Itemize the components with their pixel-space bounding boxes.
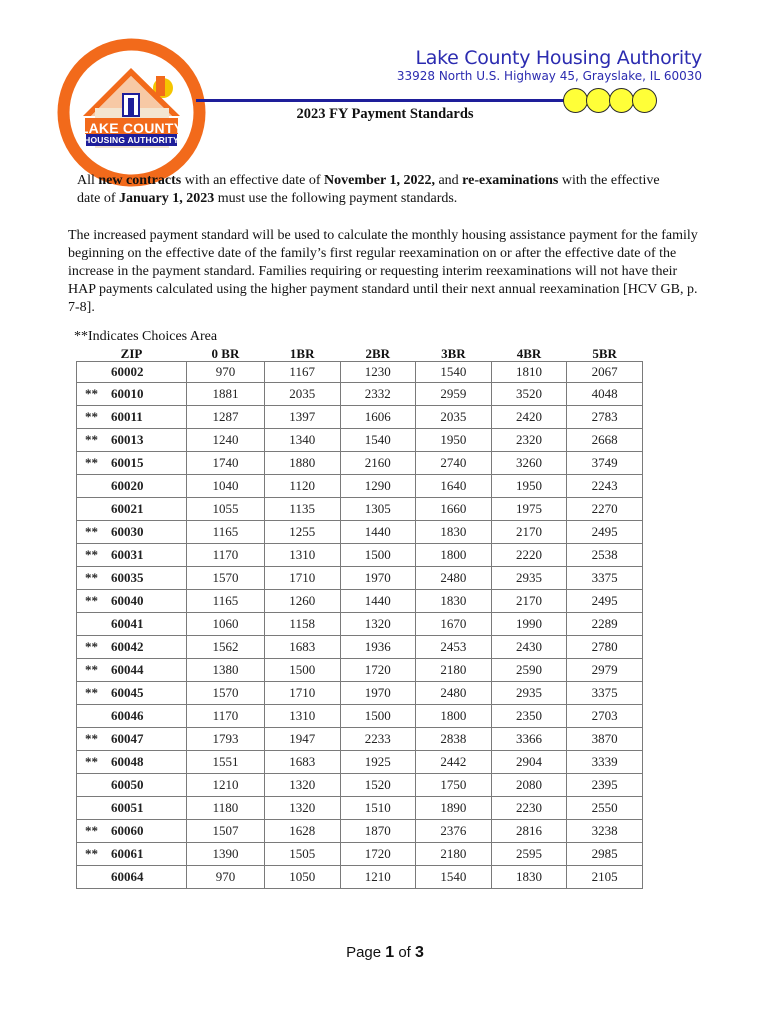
payment-cell: 1793	[187, 728, 265, 751]
zip-code: 60041	[111, 616, 144, 631]
payment-cell: 2233	[340, 728, 416, 751]
payment-cell: 2170	[491, 521, 567, 544]
table-row	[77, 751, 643, 774]
payment-cell: 2703	[567, 705, 643, 728]
payment-cell: 1540	[340, 429, 416, 452]
table-row	[77, 406, 643, 429]
zip-code: 60061	[111, 846, 144, 861]
intro-p1-part: with an effective date of	[181, 173, 324, 188]
header-rule	[196, 99, 576, 102]
header-zip: ZIP	[120, 346, 143, 361]
zip-code: 60064	[111, 869, 144, 884]
payment-cell: 1290	[340, 475, 416, 498]
page-of: of	[394, 944, 416, 961]
payment-cell: 2740	[416, 452, 492, 475]
payment-cell: 3238	[567, 820, 643, 843]
payment-cell: 1975	[491, 498, 567, 521]
payment-cell: 1740	[187, 452, 265, 475]
zip-cell	[77, 452, 187, 475]
payment-cell: 2430	[491, 636, 567, 659]
payment-cell: 2243	[567, 475, 643, 498]
current-page: 1	[385, 944, 395, 961]
payment-cell: 2838	[416, 728, 492, 751]
payment-cell: 2105	[567, 866, 643, 889]
zip-cell	[77, 383, 187, 406]
zip-code: 60047	[111, 731, 144, 746]
payment-cell: 4048	[567, 383, 643, 406]
payment-cell: 1710	[264, 682, 340, 705]
payment-cell: 1305	[340, 498, 416, 521]
zip-cell	[77, 429, 187, 452]
header-4br: 4BR	[516, 346, 542, 361]
zip-code: 60015	[111, 455, 144, 470]
choices-area-marker: **	[85, 570, 98, 585]
zip-code: 60013	[111, 432, 144, 447]
zip-cell	[77, 774, 187, 797]
zip-cell	[77, 797, 187, 820]
zip-cell	[77, 567, 187, 590]
zip-code: 60044	[111, 662, 144, 677]
zip-cell	[77, 362, 187, 383]
table-row	[77, 429, 643, 452]
payment-cell: 3520	[491, 383, 567, 406]
table-row	[77, 728, 643, 751]
zip-code: 60045	[111, 685, 144, 700]
payment-cell: 2442	[416, 751, 492, 774]
payment-cell: 1507	[187, 820, 265, 843]
payment-cell: 2180	[416, 659, 492, 682]
choices-area-marker: **	[85, 823, 98, 838]
payment-cell: 2420	[491, 406, 567, 429]
payment-cell: 2332	[340, 383, 416, 406]
payment-cell: 1936	[340, 636, 416, 659]
table-row	[77, 636, 643, 659]
zip-code: 60020	[111, 478, 144, 493]
zip-code: 60046	[111, 708, 144, 723]
payment-cell: 1500	[340, 705, 416, 728]
table-header-row	[77, 347, 643, 362]
payment-cell: 3375	[567, 567, 643, 590]
payment-cell: 2170	[491, 590, 567, 613]
payment-cell: 2595	[491, 843, 567, 866]
zip-cell	[77, 636, 187, 659]
payment-cell: 1628	[264, 820, 340, 843]
payment-cell: 2550	[567, 797, 643, 820]
payment-cell: 1720	[340, 843, 416, 866]
payment-cell: 2320	[491, 429, 567, 452]
payment-cell: 1255	[264, 521, 340, 544]
header-3br: 3BR	[441, 346, 466, 361]
payment-cell: 2959	[416, 383, 492, 406]
intro-p1-part: with the effective date of	[77, 173, 660, 206]
zip-code: 60048	[111, 754, 144, 769]
payment-cell: 2904	[491, 751, 567, 774]
payment-cell: 1830	[416, 521, 492, 544]
intro-paragraph-2: The increased payment standard will be used to calculate the monthly housing assistance payment for the family beginning on the effective date of the family’s first regular reexamination on or after the effective date of the increase in the payment standard. Families requiring or requesting interim reexaminations will not have their HAP payments calculated using the higher payment standard until their next annual reexamination [HCV GB, p. 7-8].	[68, 228, 698, 315]
payment-cell: 2395	[567, 774, 643, 797]
payment-cell: 1320	[264, 797, 340, 820]
payment-cell: 970	[187, 866, 265, 889]
payment-cell: 3375	[567, 682, 643, 705]
payment-cell: 2495	[567, 521, 643, 544]
payment-cell: 1640	[416, 475, 492, 498]
payment-cell: 1120	[264, 475, 340, 498]
payment-cell: 3260	[491, 452, 567, 475]
payment-cell: 2220	[491, 544, 567, 567]
payment-cell: 1240	[187, 429, 265, 452]
table-row	[77, 659, 643, 682]
payment-cell: 3339	[567, 751, 643, 774]
intro-paragraph-1	[77, 172, 677, 208]
zip-cell	[77, 820, 187, 843]
intro-p1-part: must use the following payment standards.	[214, 191, 458, 206]
payment-standards-table	[76, 347, 643, 889]
payment-cell: 1210	[187, 774, 265, 797]
table-row	[77, 820, 643, 843]
payment-cell: 1551	[187, 751, 265, 774]
intro-p1-part: All	[77, 173, 99, 188]
choices-area-marker: **	[85, 386, 98, 401]
payment-cell: 1170	[187, 544, 265, 567]
zip-cell	[77, 751, 187, 774]
table-row	[77, 843, 643, 866]
organization-name: Lake County Housing Authority	[415, 47, 702, 69]
payment-cell: 1950	[491, 475, 567, 498]
payment-cell: 1890	[416, 797, 492, 820]
payment-cell: 1720	[340, 659, 416, 682]
choices-area-marker: **	[85, 685, 98, 700]
payment-cell: 1683	[264, 636, 340, 659]
table-row	[77, 682, 643, 705]
payment-cell: 1210	[340, 866, 416, 889]
payment-cell: 1135	[264, 498, 340, 521]
payment-cell: 1540	[416, 866, 492, 889]
payment-cell: 1750	[416, 774, 492, 797]
payment-cell: 2590	[491, 659, 567, 682]
zip-code: 60051	[111, 800, 144, 815]
payment-cell: 1870	[340, 820, 416, 843]
payment-cell: 2495	[567, 590, 643, 613]
payment-cell: 1167	[264, 362, 340, 383]
payment-cell: 2035	[416, 406, 492, 429]
zip-cell	[77, 475, 187, 498]
payment-cell: 2979	[567, 659, 643, 682]
payment-cell: 1830	[416, 590, 492, 613]
zip-cell	[77, 498, 187, 521]
payment-cell: 2816	[491, 820, 567, 843]
header-0br: 0 BR	[211, 346, 240, 361]
payment-cell: 2270	[567, 498, 643, 521]
header-2br: 2BR	[365, 346, 391, 361]
payment-cell: 2480	[416, 682, 492, 705]
payment-cell: 2935	[491, 567, 567, 590]
zip-code: 60002	[111, 364, 144, 379]
zip-cell	[77, 866, 187, 889]
payment-cell: 2160	[340, 452, 416, 475]
table-row	[77, 475, 643, 498]
zip-code: 60040	[111, 593, 144, 608]
payment-cell: 1683	[264, 751, 340, 774]
header-1br: 1BR	[289, 346, 315, 361]
intro-p1-part: re-examinations	[462, 173, 559, 188]
table-row	[77, 567, 643, 590]
zip-code: 60031	[111, 547, 144, 562]
choices-area-marker: **	[85, 662, 98, 677]
payment-cell: 1500	[264, 659, 340, 682]
payment-cell: 1440	[340, 521, 416, 544]
payment-cell: 1040	[187, 475, 265, 498]
payment-cell: 2985	[567, 843, 643, 866]
choices-area-marker: **	[85, 731, 98, 746]
payment-cell: 1510	[340, 797, 416, 820]
payment-cell: 1925	[340, 751, 416, 774]
payment-cell: 1606	[340, 406, 416, 429]
payment-cell: 2080	[491, 774, 567, 797]
choices-area-marker: **	[85, 455, 98, 470]
payment-cell: 2067	[567, 362, 643, 383]
payment-cell: 1180	[187, 797, 265, 820]
choices-area-marker: **	[85, 547, 98, 562]
zip-code: 60010	[111, 386, 144, 401]
intro-p1-part: January 1, 2023	[118, 191, 215, 206]
payment-cell: 1947	[264, 728, 340, 751]
payment-cell: 2230	[491, 797, 567, 820]
table-row	[77, 383, 643, 406]
payment-cell: 2453	[416, 636, 492, 659]
zip-code: 60060	[111, 823, 144, 838]
payment-cell: 3366	[491, 728, 567, 751]
payment-cell: 2180	[416, 843, 492, 866]
table-row	[77, 452, 643, 475]
payment-cell: 1570	[187, 567, 265, 590]
payment-cell: 1540	[416, 362, 492, 383]
payment-cell: 1340	[264, 429, 340, 452]
payment-cell: 1060	[187, 613, 265, 636]
payment-cell: 1810	[491, 362, 567, 383]
payment-cell: 1165	[187, 521, 265, 544]
header-5br: 5BR	[592, 346, 617, 361]
payment-cell: 1055	[187, 498, 265, 521]
payment-cell: 2783	[567, 406, 643, 429]
payment-cell: 1970	[340, 682, 416, 705]
payment-cell: 1440	[340, 590, 416, 613]
payment-cell: 1970	[340, 567, 416, 590]
table-row	[77, 705, 643, 728]
payment-cell: 1165	[187, 590, 265, 613]
zip-code: 60050	[111, 777, 144, 792]
page-number	[0, 944, 770, 962]
payment-cell: 1230	[340, 362, 416, 383]
choices-area-marker: **	[85, 754, 98, 769]
payment-cell: 1320	[264, 774, 340, 797]
zip-code: 60021	[111, 501, 144, 516]
payment-cell: 1260	[264, 590, 340, 613]
zip-cell	[77, 544, 187, 567]
intro-p1-part: November 1, 2022,	[324, 173, 435, 188]
zip-code: 60011	[111, 409, 143, 424]
payment-cell: 1320	[340, 613, 416, 636]
payment-cell: 2935	[491, 682, 567, 705]
zip-code: 60042	[111, 639, 144, 654]
payment-cell: 1520	[340, 774, 416, 797]
payment-cell: 1990	[491, 613, 567, 636]
total-pages: 3	[415, 944, 424, 961]
table-row	[77, 590, 643, 613]
choices-area-marker: **	[85, 524, 98, 539]
payment-cell: 1881	[187, 383, 265, 406]
payment-cell: 2538	[567, 544, 643, 567]
payment-cell: 1390	[187, 843, 265, 866]
payment-cell: 1670	[416, 613, 492, 636]
payment-cell: 1710	[264, 567, 340, 590]
zip-cell	[77, 613, 187, 636]
payment-cell: 1505	[264, 843, 340, 866]
zip-cell	[77, 406, 187, 429]
payment-cell: 2780	[567, 636, 643, 659]
organization-address: 33928 North U.S. Highway 45, Grayslake, IL 60030	[396, 69, 702, 83]
table-row	[77, 774, 643, 797]
payment-cell: 2376	[416, 820, 492, 843]
payment-cell: 1800	[416, 544, 492, 567]
payment-cell: 2668	[567, 429, 643, 452]
zip-cell	[77, 682, 187, 705]
payment-cell: 1050	[264, 866, 340, 889]
choices-area-note: **Indicates Choices Area	[74, 329, 218, 344]
intro-p1-part: new contracts	[98, 173, 182, 188]
payment-cell: 970	[187, 362, 265, 383]
table-row	[77, 521, 643, 544]
zip-cell	[77, 659, 187, 682]
payment-cell: 1380	[187, 659, 265, 682]
table-row	[77, 498, 643, 521]
intro-p1-part: and	[434, 173, 463, 188]
logo-line2: HOUSING AUTHORITY	[84, 135, 179, 145]
payment-cell: 1158	[264, 613, 340, 636]
payment-cell: 1800	[416, 705, 492, 728]
payment-cell: 1310	[264, 705, 340, 728]
choices-area-marker: **	[85, 639, 98, 654]
page-title: 2023 FY Payment Standards	[296, 106, 474, 122]
zip-cell	[77, 843, 187, 866]
table-body	[77, 362, 643, 889]
payment-cell: 3870	[567, 728, 643, 751]
payment-cell: 1950	[416, 429, 492, 452]
payment-cell: 1830	[491, 866, 567, 889]
choices-area-marker: **	[85, 409, 98, 424]
payment-cell: 3749	[567, 452, 643, 475]
payment-cell: 1570	[187, 682, 265, 705]
payment-cell: 2289	[567, 613, 643, 636]
table-row	[77, 866, 643, 889]
payment-cell: 1562	[187, 636, 265, 659]
payment-cell: 2035	[264, 383, 340, 406]
zip-code: 60030	[111, 524, 144, 539]
page-prefix: Page	[346, 944, 386, 961]
table-row	[77, 613, 643, 636]
payment-cell: 1397	[264, 406, 340, 429]
choices-area-marker: **	[85, 846, 98, 861]
zip-cell	[77, 728, 187, 751]
payment-cell: 1500	[340, 544, 416, 567]
payment-cell: 2350	[491, 705, 567, 728]
zip-cell	[77, 521, 187, 544]
payment-cell: 1310	[264, 544, 340, 567]
logo-line1: LAKE COUNTY	[79, 120, 184, 136]
choices-area-marker: **	[85, 432, 98, 447]
zip-cell	[77, 705, 187, 728]
table-row	[77, 544, 643, 567]
table-row	[77, 797, 643, 820]
choices-area-marker: **	[85, 593, 98, 608]
payment-cell: 1880	[264, 452, 340, 475]
zip-code: 60035	[111, 570, 144, 585]
payment-cell: 1170	[187, 705, 265, 728]
payment-cell: 1287	[187, 406, 265, 429]
payment-cell: 1660	[416, 498, 492, 521]
zip-cell	[77, 590, 187, 613]
payment-cell: 2480	[416, 567, 492, 590]
table-row	[77, 362, 643, 383]
